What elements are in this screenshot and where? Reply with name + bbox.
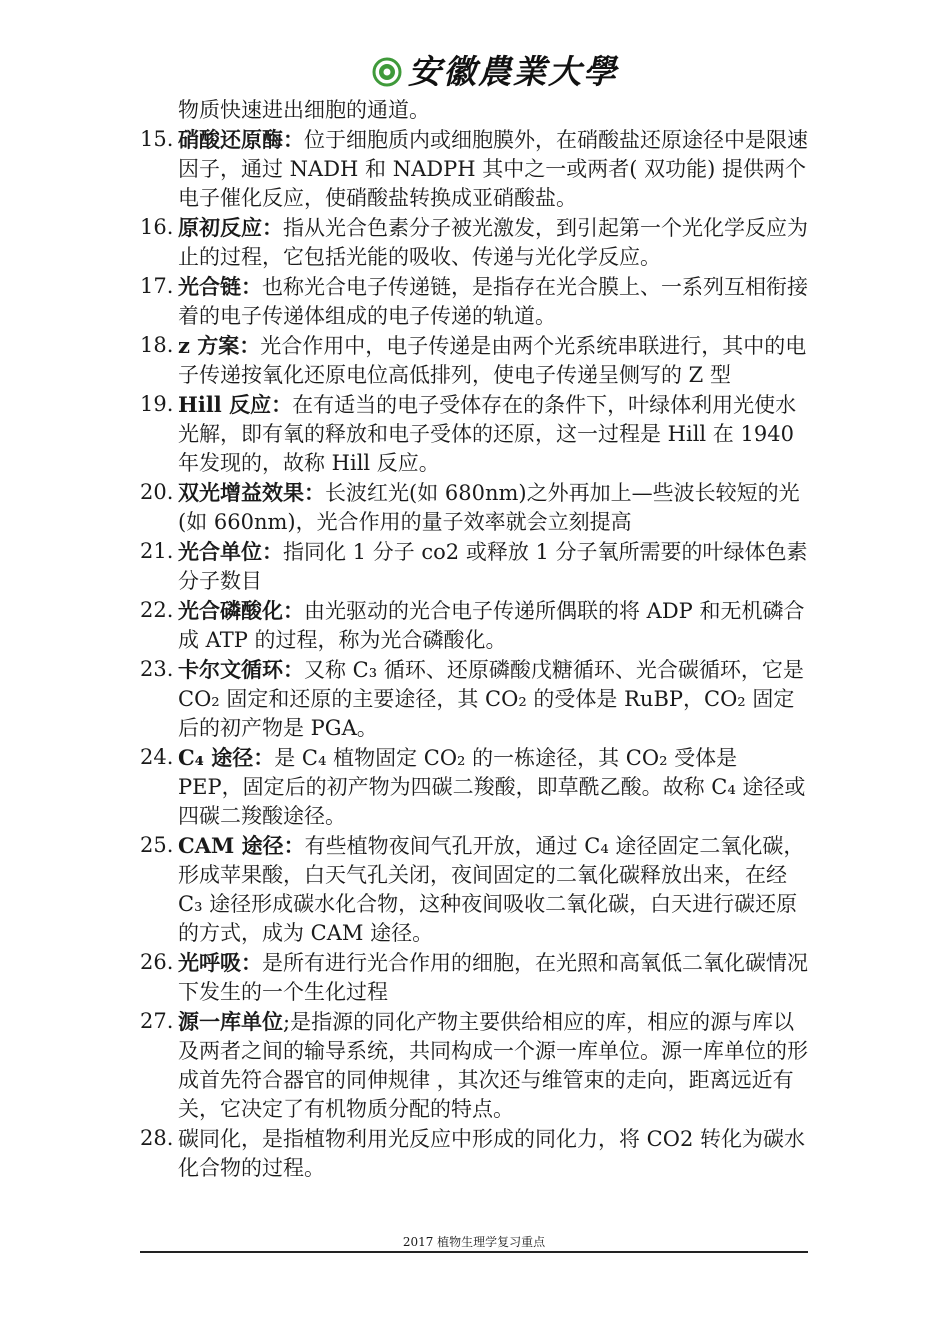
entry-body bbox=[178, 390, 808, 478]
glossary-entry bbox=[140, 272, 820, 331]
entry-term: 硝酸还原酶： bbox=[178, 127, 304, 152]
entry-body bbox=[178, 743, 808, 831]
entry-body bbox=[178, 948, 808, 1007]
entry-definition: 指从光合色素分子被光激发，到引起第一个光化学反应为止的过程，它包括光能的吸收、传递与光化学反应。 bbox=[178, 216, 808, 269]
entry-term: CAM 途径： bbox=[178, 833, 305, 858]
entry-body bbox=[178, 125, 808, 213]
entry-body bbox=[178, 213, 808, 272]
entry-term: 双光增益效果： bbox=[178, 480, 325, 505]
entry-body bbox=[178, 1007, 808, 1124]
entry-definition: ;是指源的同化产物主要供给相应的库，相应的源与库以及两者之间的输导系统，共同构成一个源一库单位。源一库单位的形成首先符合器官的同伸规律 ，其次还与维管束的走向，距离远近有关，它决定了有机物质分配的特点。 bbox=[178, 1010, 808, 1121]
university-emblem-icon bbox=[372, 57, 402, 87]
continued-text: 物质快速进出细胞的通道。 bbox=[178, 98, 430, 122]
glossary-entry bbox=[140, 596, 820, 655]
glossary-entry bbox=[140, 831, 820, 948]
university-logo bbox=[372, 52, 618, 92]
entry-number: 23. bbox=[140, 657, 174, 681]
entry-definition: 光合作用中，电子传递是由两个光系统串联进行，其中的电子传递按氧化还原电位高低排列，使电子传递呈侧写的 Z 型 bbox=[178, 334, 807, 387]
glossary-entry bbox=[140, 478, 820, 537]
entry-term: 源一库单位 bbox=[178, 1009, 283, 1034]
university-name: 安徽農業大學 bbox=[408, 52, 618, 91]
entry-definition: 位于细胞质内或细胞膜外，在硝酸盐还原途径中是限速因子，通过 NADH 和 NADPH 其中之一或两者( 双功能) 提供两个电子催化反应，使硝酸盐转换成亚硝酸盐。 bbox=[178, 128, 808, 210]
entry-number: 16. bbox=[140, 215, 174, 239]
entry-definition: 又称 C₃ 循环、还原磷酸戊糖循环、光合碳循环，它是 CO₂ 固定和还原的主要途径，其 CO₂ 的受体是 RuBP，CO₂ 固定后的初产物是 PGA。 bbox=[178, 658, 804, 740]
glossary-list bbox=[140, 125, 820, 1183]
entry-number: 24. bbox=[140, 745, 174, 769]
entry-term: 光合单位： bbox=[178, 539, 283, 564]
glossary-entry bbox=[140, 537, 820, 596]
entry-definition: 在有适当的电子受体存在的条件下，叶绿体利用光使水光解，即有氧的释放和电子受体的还原，这一过程是 Hill 在 1940 年发现的，故称 Hill 反应。 bbox=[178, 393, 797, 475]
entry-definition: 也称光合电子传递链，是指存在光合膜上、一系列互相衔接着的电子传递体组成的电子传递的轨道。 bbox=[178, 275, 808, 328]
glossary-entry bbox=[140, 1124, 820, 1183]
entry-term: 光合链： bbox=[178, 274, 262, 299]
glossary-entry bbox=[140, 390, 820, 478]
entry-term: 原初反应： bbox=[178, 215, 283, 240]
entry-term: Hill 反应： bbox=[178, 392, 293, 417]
entry-definition: 有些植物夜间气孔开放，通过 C₄ 途径固定二氧化碳，形成苹果酸，白天气孔关闭，夜间固定的二氧化碳释放出来，在经 C₃ 途径形成碳水化合物，这种夜间吸收二氧化碳，白天进行碳还原的方式，成为 CAM 途径。 bbox=[178, 834, 805, 945]
entry-number: 15. bbox=[140, 127, 174, 151]
entry-number: 20. bbox=[140, 480, 174, 504]
page-header bbox=[0, 50, 950, 96]
glossary-entry bbox=[140, 948, 820, 1007]
glossary-entry bbox=[140, 1007, 820, 1124]
entry-term: 光合磷酸化： bbox=[178, 598, 304, 623]
entry-body bbox=[178, 478, 808, 537]
entry-body bbox=[178, 272, 808, 331]
entry-body bbox=[178, 596, 808, 655]
entry-term: 卡尔文循环： bbox=[178, 657, 304, 682]
entry-definition: 指同化 1 分子 co2 或释放 1 分子氧所需要的叶绿体色素分子数目 bbox=[178, 540, 808, 593]
entry-definition: 长波红光(如 680nm)之外再加上—些波长较短的光(如 660nm)，光合作用的量子效率就会立刻提高 bbox=[178, 481, 800, 534]
entry-number: 28. bbox=[140, 1126, 174, 1150]
entry-number: 19. bbox=[140, 392, 174, 416]
continued-paragraph bbox=[140, 96, 820, 125]
entry-definition: 由光驱动的光合电子传递所偶联的将 ADP 和无机磷合成 ATP 的过程，称为光合磷酸化。 bbox=[178, 599, 805, 652]
entry-definition: 是所有进行光合作用的细胞，在光照和高氧低二氧化碳情况下发生的一个生化过程 bbox=[178, 951, 808, 1004]
entry-number: 21. bbox=[140, 539, 174, 563]
entry-body bbox=[178, 331, 808, 390]
entry-term: 光呼吸： bbox=[178, 950, 262, 975]
glossary-entry bbox=[140, 655, 820, 743]
entry-term: C₄ 途径： bbox=[178, 745, 275, 770]
entry-number: 17. bbox=[140, 274, 174, 298]
entry-number: 22. bbox=[140, 598, 174, 622]
entry-number: 27. bbox=[140, 1009, 174, 1033]
entry-number: 18. bbox=[140, 333, 174, 357]
entry-definition: 是 C₄ 植物固定 CO₂ 的一栋途径，其 CO₂ 受体是 PEP，固定后的初产物为四碳二羧酸，即草酰乙酸。故称 C₄ 途径或四碳二羧酸途径。 bbox=[178, 746, 806, 828]
page-footer: 2017 植物生理学复习重点 bbox=[140, 1234, 808, 1253]
entry-body bbox=[178, 1124, 808, 1183]
entry-body bbox=[178, 537, 808, 596]
entry-body bbox=[178, 831, 808, 948]
glossary-entry bbox=[140, 125, 820, 213]
glossary-content bbox=[140, 96, 820, 1183]
entry-number: 25. bbox=[140, 833, 174, 857]
entry-number: 26. bbox=[140, 950, 174, 974]
entry-definition: 碳同化，是指植物利用光反应中形成的同化力，将 CO2 转化为碳水化合物的过程。 bbox=[178, 1127, 805, 1180]
glossary-entry bbox=[140, 331, 820, 390]
glossary-entry bbox=[140, 743, 820, 831]
entry-body bbox=[178, 655, 808, 743]
glossary-entry bbox=[140, 213, 820, 272]
entry-term: z 方案： bbox=[178, 333, 261, 358]
